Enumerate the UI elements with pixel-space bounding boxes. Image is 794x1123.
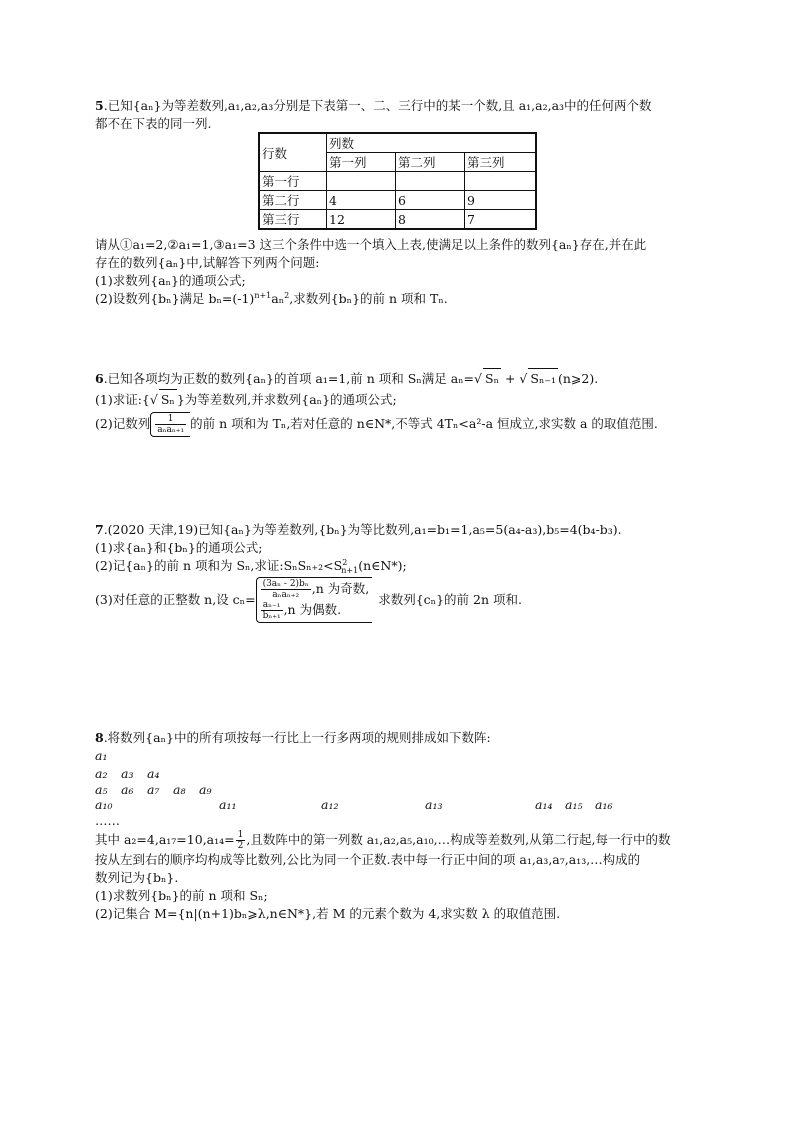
matrix-entry: a₁₂ xyxy=(321,797,339,812)
question-7 xyxy=(95,521,622,623)
table-cell: 8 xyxy=(396,210,465,230)
q8-part2: (2)记集合 M={n|(n+1)bₙ⩾λ,n∈N*},若 M 的元素个数为 4,求实数 λ 的取值范围. xyxy=(95,906,561,921)
table-cell xyxy=(327,172,396,191)
matrix-entry: a₈ xyxy=(173,782,186,797)
q6-number: 6 xyxy=(95,371,104,386)
table-row-label: 第二行 xyxy=(259,191,327,210)
q6-line1: 6.已知各项均为正数的数列{aₙ}的首项 a₁=1,前 n 项和 Sₙ满足 aₙ=√ Sₙ + √ Sₙ₋₁ (n⩾2). xyxy=(95,368,658,389)
matrix-entry: a₃ xyxy=(121,766,134,781)
matrix-entry: a₇ xyxy=(147,782,160,797)
q7-part1: (1)求{aₙ}和{bₙ}的通项公式; xyxy=(95,540,263,555)
q5-part2: (2)设数列{bₙ}满足 $b_n=(-1)^{n+1}a_n^2$,求数列{bₙ}的前 n 项和 Tₙ. xyxy=(95,291,448,306)
question-8 xyxy=(95,729,491,747)
matrix-entry: a₁₆ xyxy=(595,797,613,812)
q5-number: 5 xyxy=(95,98,104,113)
q5-after-line1: 请从①a₁=2,②a₁=1,③a₁=3 这三个条件中选一个填入上表,使满足以上条件的数列{aₙ}存在,并在此 xyxy=(95,237,647,252)
q7-line1: 7.(2020 天津,19)已知{aₙ}为等差数列,{bₙ}为等比数列,a₁=b₁=1,a₅=5(a₄-a₃),b₅=4(b₄-b₃). xyxy=(95,522,622,537)
q6-line2: (1)求证:{√ Sₙ }为等差数列,并求数列{aₙ}的通项公式; xyxy=(95,389,658,410)
table-col-header: 第一列 xyxy=(327,153,396,172)
q5-stem-line1: 5.已知{aₙ}为等差数列,a₁,a₂,a₃分别是下表第一、二、三行中的某一个数,且 a₁,a₂,a₃中的任何两个数 xyxy=(95,98,652,113)
table-cell: 7 xyxy=(465,210,537,230)
matrix-entry: a₁₃ xyxy=(425,797,443,812)
table-cell xyxy=(465,172,537,191)
question-5 xyxy=(95,97,652,133)
matrix-entry: a₆ xyxy=(121,782,134,797)
table-cell xyxy=(396,172,465,191)
table-cell: 9 xyxy=(465,191,537,210)
matrix-entry: a₁ xyxy=(95,748,108,763)
table-col-header: 第三列 xyxy=(465,153,537,172)
table-cell: 12 xyxy=(327,210,396,230)
q8-line2: 其中 a₂=4,a₁₇=10,a₁₄= $\frac{1}{2}$ ,且数阵中的第一列数 a₁,a₂,a₅,a₁₀,…构成等差数列,从第二行起,每一行中的数 xyxy=(95,830,671,851)
table-col-header: 第二列 xyxy=(396,153,465,172)
q5-table xyxy=(258,132,537,230)
table-row-label: 第一行 xyxy=(259,172,327,191)
q7-part2: (2)记{aₙ}的前 n 项和为 Sₙ,求证$:S_nS_{n+2}<S^2_{n+1}(n\in N*)$; xyxy=(95,558,407,575)
table-row xyxy=(259,210,536,230)
q7-number: 7 xyxy=(95,522,104,537)
matrix-entry: a₄ xyxy=(147,766,160,781)
q7-part3: (3)对任意的正整数 n,设 cₙ= $\frac{\text{(3aₙ - 2)bₙ}}{\text{aₙaₙ₊₂}}$ ,n 为奇数, $\frac{\text{aₙ₋₁}}{\text{bₙ₊₁}}$ ,n 为偶数. 求数列{cₙ}的前 2n 项和. xyxy=(95,579,522,621)
sqrt-icon: √ xyxy=(519,371,528,386)
matrix-entry: a₁₀ xyxy=(95,797,113,812)
table-corner: 行数 xyxy=(259,133,327,172)
q6-line3: (2)记数列 $\frac{1}{\text{aₙaₙ₊₁}}$ 的前 n 项和为 Tₙ,若对任意的 n∈N*,不等式 4Tₙ<a²-a 恒成立,求实数 a 的取值范围. xyxy=(95,414,658,435)
q5-part1: (1)求数列{aₙ}的通项公式; xyxy=(95,273,246,288)
table-row xyxy=(259,191,536,210)
sqrt-icon: √ xyxy=(149,392,158,407)
table-cell: 4 xyxy=(327,191,396,210)
piecewise-brace: $\frac{\text{(3aₙ - 2)bₙ}}{\text{aₙaₙ₊₂}}$ ,n 为奇数, $\frac{\text{aₙ₋₁}}{\text{bₙ₊₁}}$ ,n 为偶数. xyxy=(256,577,373,623)
matrix-entry: a₂ xyxy=(95,766,108,781)
table-row xyxy=(259,172,536,191)
q8-line4: 数列记为{bₙ}. xyxy=(95,870,179,885)
q8-line3: 按从左到右的顺序均构成等比数列,公比为同一个正数.表中每一行正中间的项 a₁,a₃,a₇,a₁₃,…构成的 xyxy=(95,852,641,867)
table-cell: 6 xyxy=(396,191,465,210)
q5-stem-line2: 都不在下表的同一列. xyxy=(95,116,212,131)
q8-line1: 8.将数列{aₙ}中的所有项按每一行比上一行多两项的规则排成如下数阵: xyxy=(95,730,491,745)
matrix-entry: a₁₅ xyxy=(565,797,583,812)
matrix-entry: a₁₁ xyxy=(219,797,237,812)
set-brace: $\frac{1}{\text{aₙaₙ₊₁}}$ xyxy=(150,412,190,437)
q5-after-table xyxy=(95,236,646,308)
matrix-entry: a₉ xyxy=(199,782,212,797)
sqrt-icon: √ xyxy=(474,371,482,386)
question-6 xyxy=(95,368,658,437)
q5-after-line2: 存在的数列{aₙ}中,试解答下列两个问题: xyxy=(95,255,320,270)
q8-part1: (1)求数列{bₙ}的前 n 项和 Sₙ; xyxy=(95,888,268,903)
q8-number: 8 xyxy=(95,730,104,745)
matrix-entry: a₅ xyxy=(95,782,108,797)
q8-body xyxy=(95,830,671,923)
matrix-entry: a₁₄ xyxy=(535,797,553,812)
table-row-label: 第三行 xyxy=(259,210,327,230)
table-col-group: 列数 xyxy=(327,133,537,153)
